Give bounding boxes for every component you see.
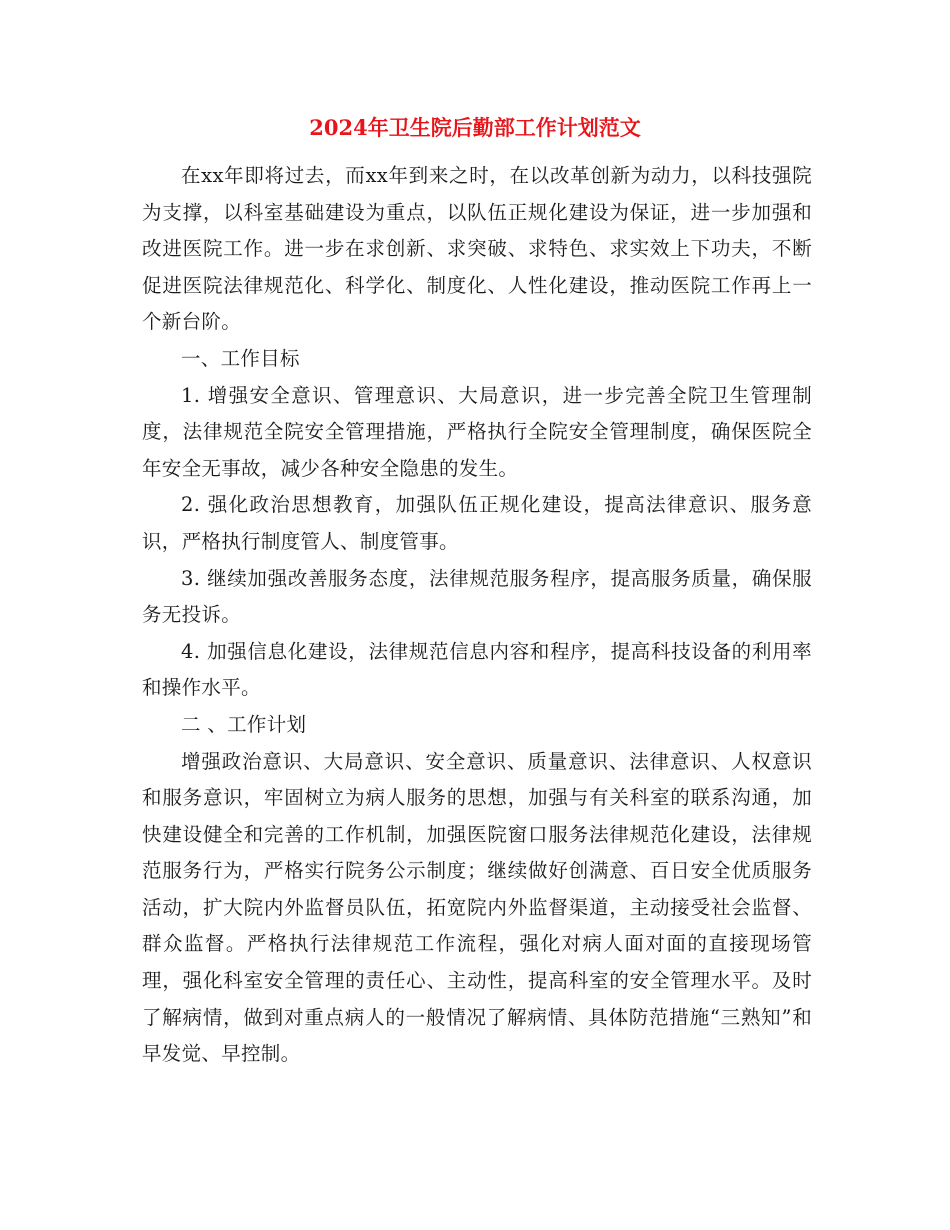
intro-paragraph: 在xx年即将过去，而xx年到来之时，在以改革创新为动力，以科技强院为支撑，以科室基础建设为重点，以队伍正规化建设为保证，进一步加强和改进医院工作。进一步在求创新、求突破、求特色、求实效上下功夫，不断促进医院法律规范化、科学化、制度化、人性化建设，推动医院工作再上一个新台阶。: [142, 164, 812, 334]
goal-item-1: 1. 增强安全意识、管理意识、大局意识，进一步完善全院卫生管理制度，法律规范全院安全管理措施，严格执行全院安全管理制度，确保医院全年安全无事故，减少各种安全隐患的发生。: [142, 383, 812, 480]
section-heading-plan: 二 、工作计划: [181, 712, 307, 736]
goal-item-2: 2. 强化政治思想教育，加强队伍正规化建设，提高法律意识、服务意识，严格执行制度管人、制度管事。: [142, 493, 812, 553]
goal-item-4: 4. 加强信息化建设，法律规范信息内容和程序，提高科技设备的利用率和操作水平。: [142, 639, 812, 700]
document-body: [142, 158, 812, 1073]
document-title: 2024年卫生院后勤部工作计划范文: [309, 115, 641, 140]
plan-paragraph: 增强政治意识、大局意识、安全意识、质量意识、法律意识、人权意识和服务意识，牢固树立为病人服务的思想，加强与有关科室的联系沟通，加快建设健全和完善的工作机制，加强医院窗口服务法律规范化建设，法律规范服务行为，严格实行院务公示制度；继续做好创满意、百日安全优质服务活动，扩大院内外监督员队伍，拓宽院内外监督渠道，主动接受社会监督、群众监督。严格执行法律规范工作流程，强化对病人面对面的直接现场管理，强化科室安全管理的责任心、主动性，提高科室的安全管理水平。及时了解病情，做到对重点病人的一般情况了解病情、具体防范措施“三熟知”和早发觉、早控制。: [142, 749, 812, 1066]
goal-item-3: 3. 继续加强改善服务态度，法律规范服务程序，提高服务质量，确保服务无投诉。: [142, 566, 812, 627]
section-heading-goals: 一、工作目标: [181, 346, 300, 370]
